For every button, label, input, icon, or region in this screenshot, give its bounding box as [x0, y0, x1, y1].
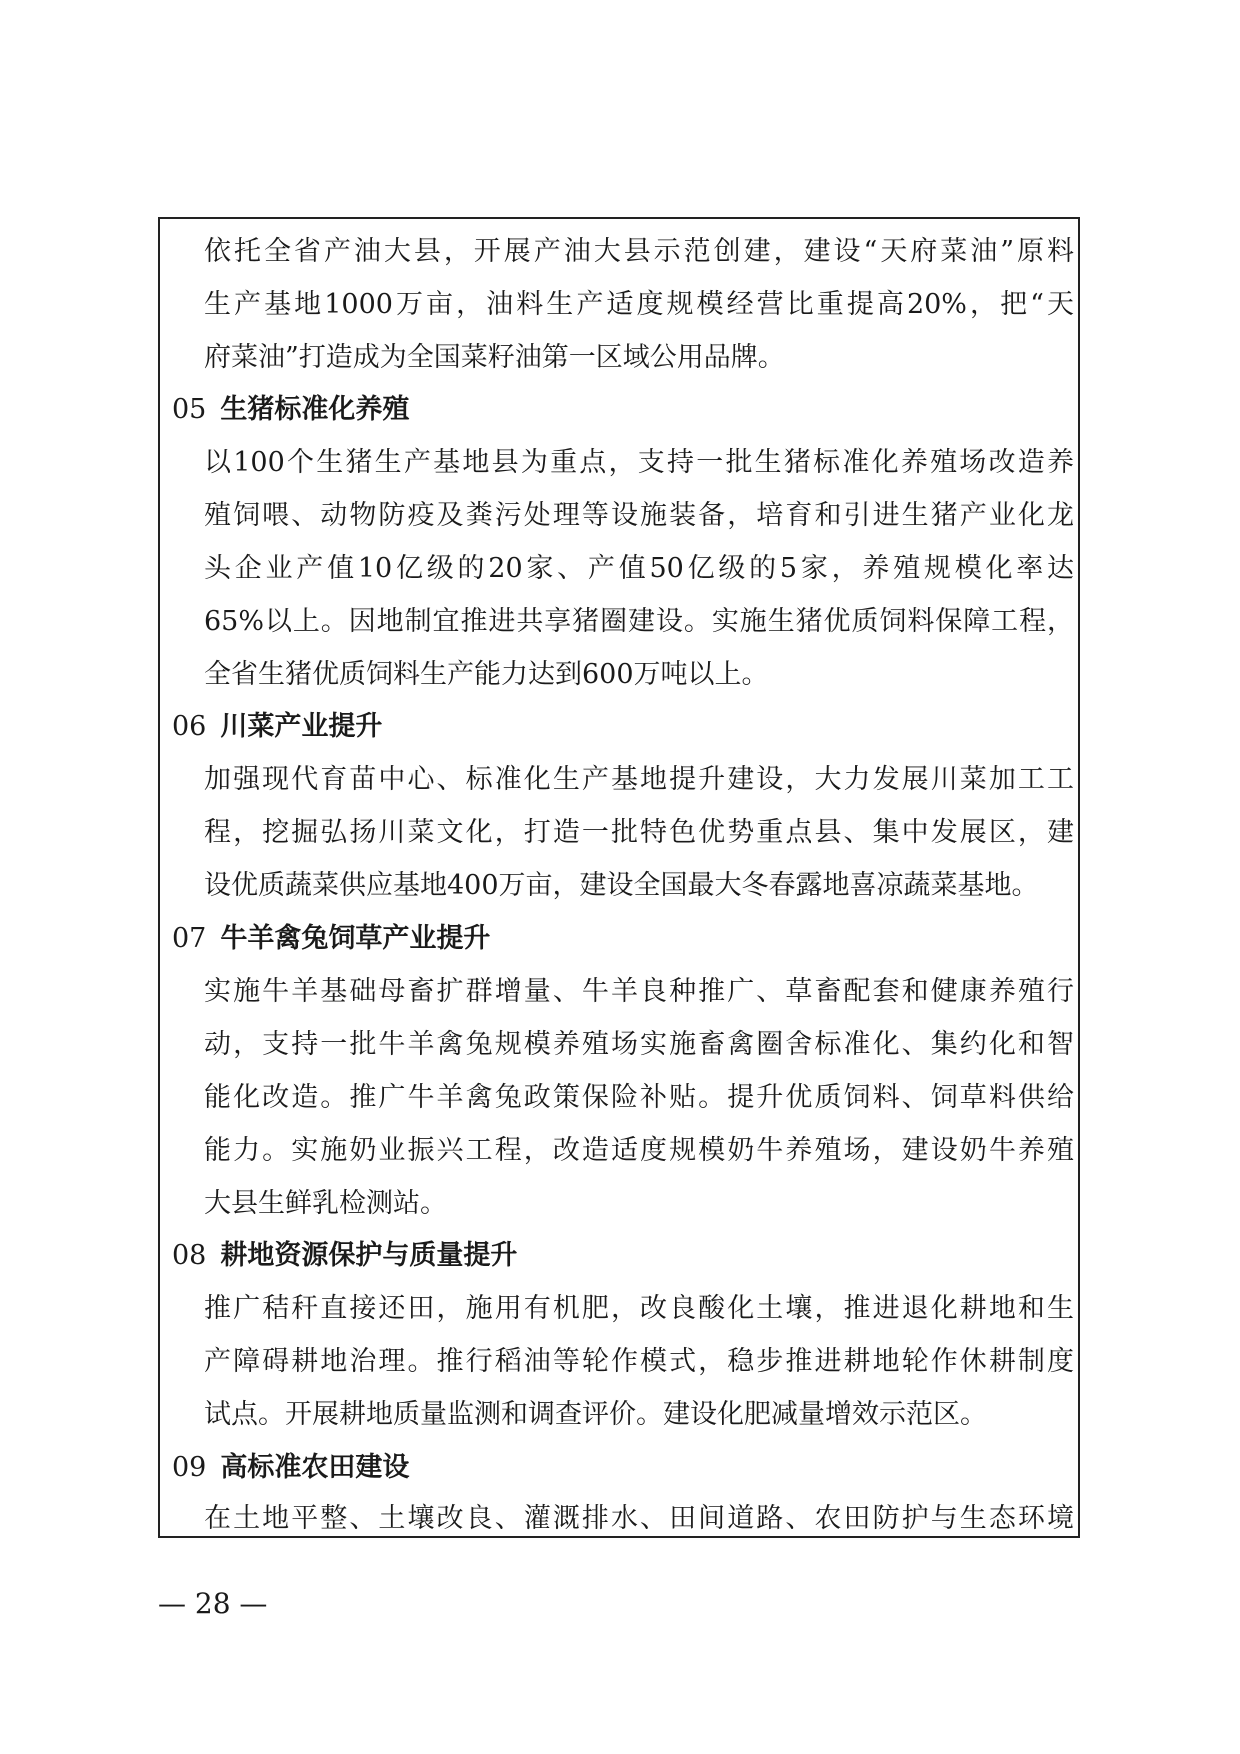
- body-line: 推广秸秆直接还田，施用有机肥，改良酸化土壤，推进退化耕地和生: [204, 1293, 1074, 1324]
- body-line: 以100个生猪生产基地县为重点，支持一批生猪标准化养殖场改造养: [204, 447, 1074, 478]
- section-title: 牛羊禽兔饲草产业提升: [220, 923, 491, 954]
- body-line: 生产基地1000万亩，油料生产适度规模经营比重提高20%，把“天: [204, 289, 1074, 320]
- body-line: 能化改造。推广牛羊禽兔政策保险补贴。提升优质饲料、饲草料供给: [204, 1082, 1074, 1113]
- body-line: 全省生猪优质饲料生产能力达到600万吨以上。: [204, 659, 769, 690]
- body-line: 加强现代育苗中心、标准化生产基地提升建设，大力发展川菜加工工: [204, 764, 1074, 795]
- section-number: 08: [172, 1240, 207, 1271]
- section-heading-06: [172, 710, 382, 744]
- section-heading-08: [172, 1239, 517, 1273]
- section-heading-05: [172, 393, 409, 427]
- section-number: 06: [172, 711, 207, 742]
- body-line: 试点。开展耕地质量监测和调查评价。建设化肥减量增效示范区。: [204, 1399, 987, 1430]
- body-line: 府菜油”打造成为全国菜籽油第一区域公用品牌。: [204, 342, 785, 373]
- body-line: 依托全省产油大县，开展产油大县示范创建，建设“天府菜油”原料: [204, 236, 1074, 267]
- body-line: 在土地平整、土壤改良、灌溉排水、田间道路、农田防护与生态环境: [204, 1503, 1074, 1534]
- body-line: 实施牛羊基础母畜扩群增量、牛羊良种推广、草畜配套和健康养殖行: [204, 976, 1074, 1007]
- body-line: 能力。实施奶业振兴工程，改造适度规模奶牛养殖场，建设奶牛养殖: [204, 1135, 1074, 1166]
- section-title: 高标准农田建设: [220, 1452, 410, 1483]
- page-number: — 28 —: [158, 1587, 268, 1620]
- body-line: 程，挖掘弘扬川菜文化，打造一批特色优势重点县、集中发展区，建: [204, 817, 1074, 848]
- projects-table-box: [158, 217, 1080, 1538]
- section-title: 川菜产业提升: [220, 711, 383, 742]
- section-number: 05: [172, 394, 207, 425]
- section-number: 09: [172, 1452, 207, 1483]
- body-line: 动，支持一批牛羊禽兔规模养殖场实施畜禽圈舍标准化、集约化和智: [204, 1029, 1074, 1060]
- body-line: 头企业产值10亿级的20家、产值50亿级的5家，养殖规模化率达: [204, 553, 1074, 584]
- body-line: 65%以上。因地制宜推进共享猪圈建设。实施生猪优质饲料保障工程，: [204, 606, 1074, 637]
- section-heading-07: [172, 922, 490, 956]
- body-line: 产障碍耕地治理。推行稻油等轮作模式，稳步推进耕地轮作休耕制度: [204, 1346, 1074, 1377]
- section-title: 生猪标准化养殖: [220, 394, 410, 425]
- section-title: 耕地资源保护与质量提升: [220, 1240, 518, 1271]
- body-line: 设优质蔬菜供应基地400万亩，建设全国最大冬春露地喜凉蔬菜基地。: [204, 870, 1039, 901]
- section-heading-09: [172, 1451, 409, 1485]
- body-line: 殖饲喂、动物防疫及粪污处理等设施装备，培育和引进生猪产业化龙: [204, 500, 1074, 531]
- section-number: 07: [172, 923, 207, 954]
- body-line: 大县生鲜乳检测站。: [204, 1188, 447, 1219]
